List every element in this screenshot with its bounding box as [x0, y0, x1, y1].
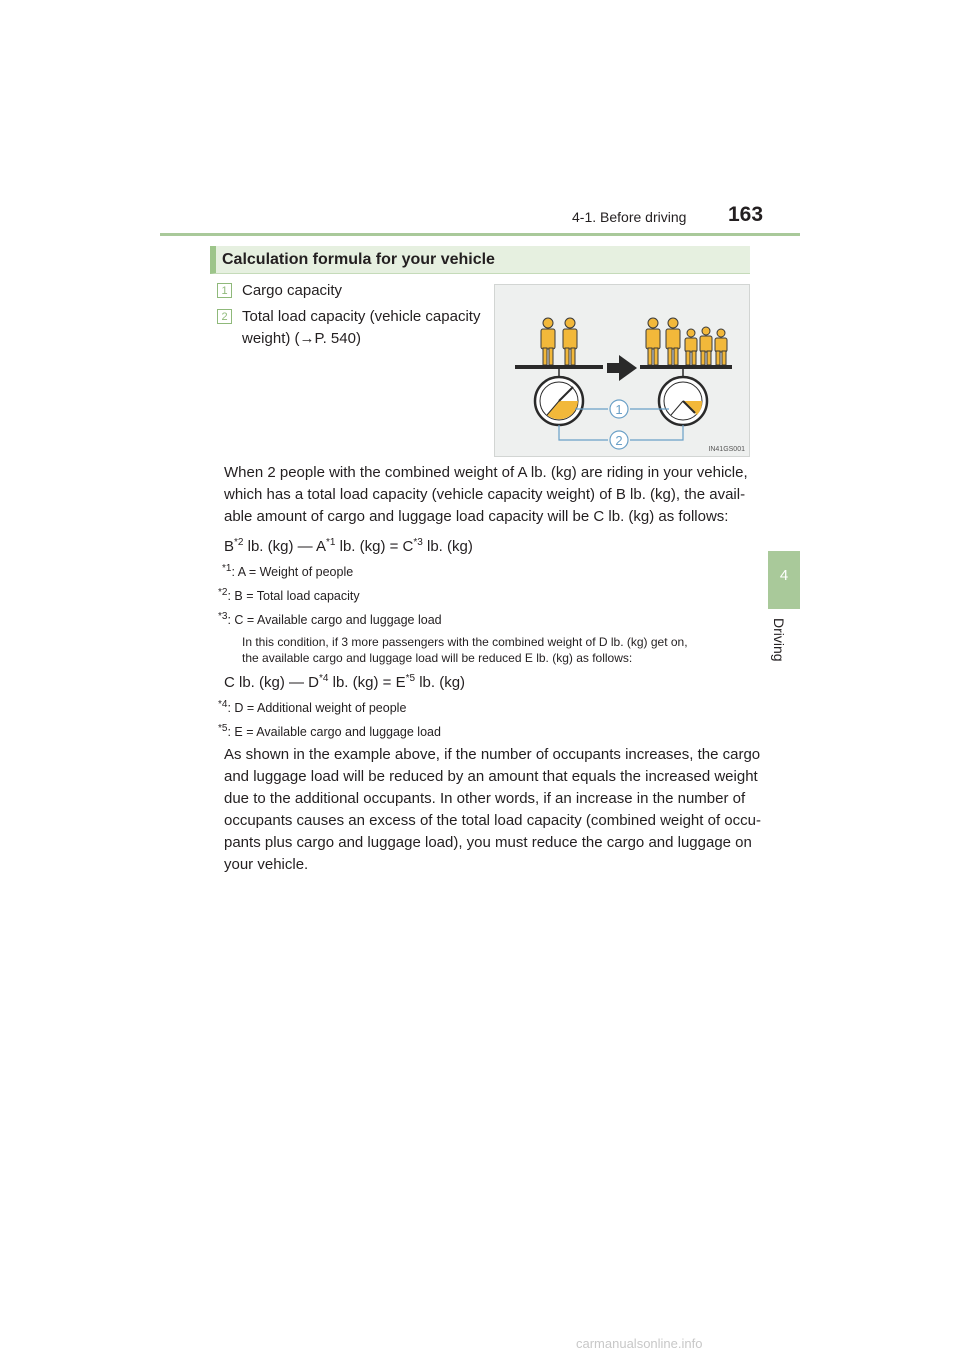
footnote-5: $^{*5}$: E = Available cargo and luggage load: [218, 723, 441, 740]
intro-line-1: When 2 people with the combined weight of A lb. (kg) are riding in your vehicle,: [224, 464, 748, 481]
footnote-2: $^{*2}$: B = Total load capacity: [218, 587, 360, 604]
figure-code: IN41GS001: [708, 446, 745, 453]
para-line-2: and luggage load will be reduced by an amount that equals the increased weight: [224, 768, 758, 785]
gauge-icon: [535, 377, 583, 425]
formula-2: C lb. (kg) — $D^{*4}$ lb. $(kg) = E^{*5}$ lb. (kg): [224, 673, 466, 691]
person-icon: [541, 318, 555, 365]
para-line-6: your vehicle.: [224, 856, 309, 873]
person-icon: [715, 329, 727, 365]
left-platform: [515, 365, 603, 369]
callout-1: 1: [615, 402, 623, 417]
load-capacity-figure: [494, 284, 750, 457]
page-number: 163: [728, 203, 764, 226]
figure-illustration: [495, 285, 749, 456]
para-line-1: As shown in the example above, if the number of occupants increases, the cargo: [224, 746, 761, 763]
item-number-1: 1: [217, 283, 232, 298]
section-title: Calculation formula for your vehicle: [222, 251, 495, 268]
person-icon: [563, 318, 577, 365]
person-icon: [646, 318, 660, 365]
section-header: 4-1. Before driving: [572, 209, 687, 225]
person-icon: [666, 318, 680, 365]
person-icon: [685, 329, 697, 365]
para-line-3: due to the additional occupants. In other words, if an increase in the number of: [224, 790, 746, 807]
item-cargo-capacity: Cargo capacity: [242, 282, 343, 299]
condition-line-1: In this condition, if 3 more passengers with the combined weight of D lb. (kg) get on,: [242, 635, 688, 649]
header-rule: [160, 233, 800, 236]
footnote-4: $^{*4}$: D = Additional weight of people: [218, 699, 407, 716]
intro-line-3: able amount of cargo and luggage load capacity will be C lb. (kg) as follows:: [224, 508, 729, 525]
item-total-load-line1: Total load capacity (vehicle capacity: [242, 308, 481, 325]
chapter-tab-number: 4: [779, 567, 789, 584]
arrow-right-icon: [607, 355, 637, 381]
condition-line-2: the available cargo and luggage load will be reduced E lb. (kg) as follows:: [242, 651, 633, 665]
footnote-3: $^{*3}$: C = Available cargo and luggage load: [218, 611, 442, 628]
footnote-1: $^{*1}$: A = Weight of people: [222, 563, 354, 580]
gauge-icon: [659, 377, 707, 425]
item-number-2: 2: [217, 309, 232, 324]
item-total-load-line2: weight) (→P. 540): [242, 330, 361, 347]
para-line-4: occupants causes an excess of the total load capacity (combined weight of occu-: [224, 812, 761, 829]
right-platform: [640, 365, 732, 369]
callout-2: 2: [615, 433, 623, 448]
para-line-5: pants plus cargo and luggage load), you must reduce the cargo and luggage on: [224, 834, 752, 851]
chapter-tab-label: Driving: [771, 618, 787, 662]
formula-1: $B^{*2}$ lb. (kg) — $A^{*1}$ lb. $(kg) = C^{*3}$ lb. (kg): [224, 537, 473, 555]
intro-line-2: which has a total load capacity (vehicle capacity weight) of B lb. (kg), the avail-: [224, 486, 746, 503]
person-icon: [700, 327, 712, 365]
watermark: carmanualsonline.info: [576, 1336, 703, 1351]
